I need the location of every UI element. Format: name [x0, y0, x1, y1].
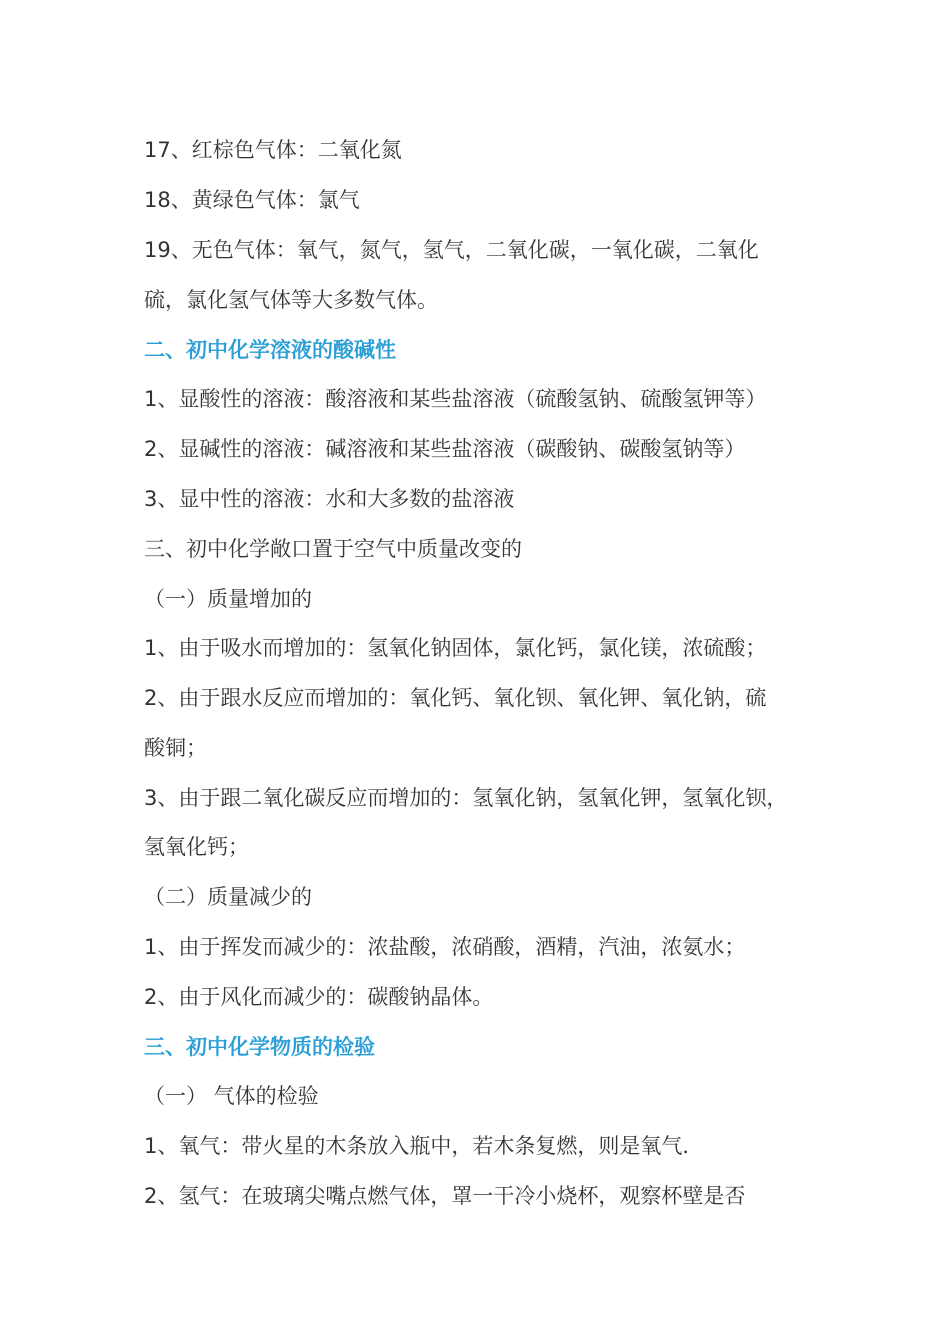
text-line-volatilization: 1、由于挥发而减少的：浓盐酸，浓硝酸，酒精，汽油，浓氨水；: [144, 935, 746, 959]
text-line-18-yellow-green-gas: 18、黄绿色气体：氯气: [144, 188, 360, 212]
subheading-gas-testing: （一） 气体的检验: [144, 1084, 319, 1108]
text-line-oxygen-test: 1、氧气：带火星的木条放入瓶中，若木条复燃，则是氧气．: [144, 1134, 704, 1158]
text-line-19-colorless-gas: 19、无色气体：氧气，氮气，氢气，二氧化碳，一氧化碳，二氧化: [144, 238, 759, 262]
text-line-weathering: 2、由于风化而减少的：碳酸钠晶体。: [144, 985, 494, 1009]
text-line-co2-reaction-continued: 氢氧化钙；: [144, 835, 249, 859]
section-heading-mass-change: 三、初中化学敞口置于空气中质量改变的: [144, 537, 522, 561]
text-line-acidic-solution: 1、显酸性的溶液：酸溶液和某些盐溶液（硫酸氢钠、硫酸氢钾等）: [144, 387, 767, 411]
subheading-mass-increase: （一）质量增加的: [144, 587, 312, 611]
subheading-mass-decrease: （二）质量减少的: [144, 885, 312, 909]
text-line-hydrogen-test: 2、氢气：在玻璃尖嘴点燃气体，罩一干冷小烧杯，观察杯壁是否: [144, 1184, 746, 1208]
section-heading-substance-testing: 三、初中化学物质的检验: [144, 1035, 375, 1059]
text-line-water-reaction-continued: 酸铜；: [144, 736, 207, 760]
section-heading-acidity: 二、初中化学溶液的酸碱性: [144, 338, 396, 362]
text-line-co2-reaction: 3、由于跟二氧化碳反应而增加的：氢氧化钠，氢氧化钾，氢氧化钡，: [144, 786, 788, 810]
text-line-19-continued: 硫，氯化氢气体等大多数气体。: [144, 288, 438, 312]
text-line-17-red-brown-gas: 17、红棕色气体：二氧化氮: [144, 138, 402, 162]
text-line-water-reaction: 2、由于跟水反应而增加的：氧化钙、氧化钡、氧化钾、氧化钠，硫: [144, 686, 767, 710]
text-line-neutral-solution: 3、显中性的溶液：水和大多数的盐溶液: [144, 487, 515, 511]
text-line-basic-solution: 2、显碱性的溶液：碱溶液和某些盐溶液（碳酸钠、碳酸氢钠等）: [144, 437, 746, 461]
text-line-water-absorption: 1、由于吸水而增加的：氢氧化钠固体，氯化钙，氯化镁，浓硫酸；: [144, 636, 767, 660]
